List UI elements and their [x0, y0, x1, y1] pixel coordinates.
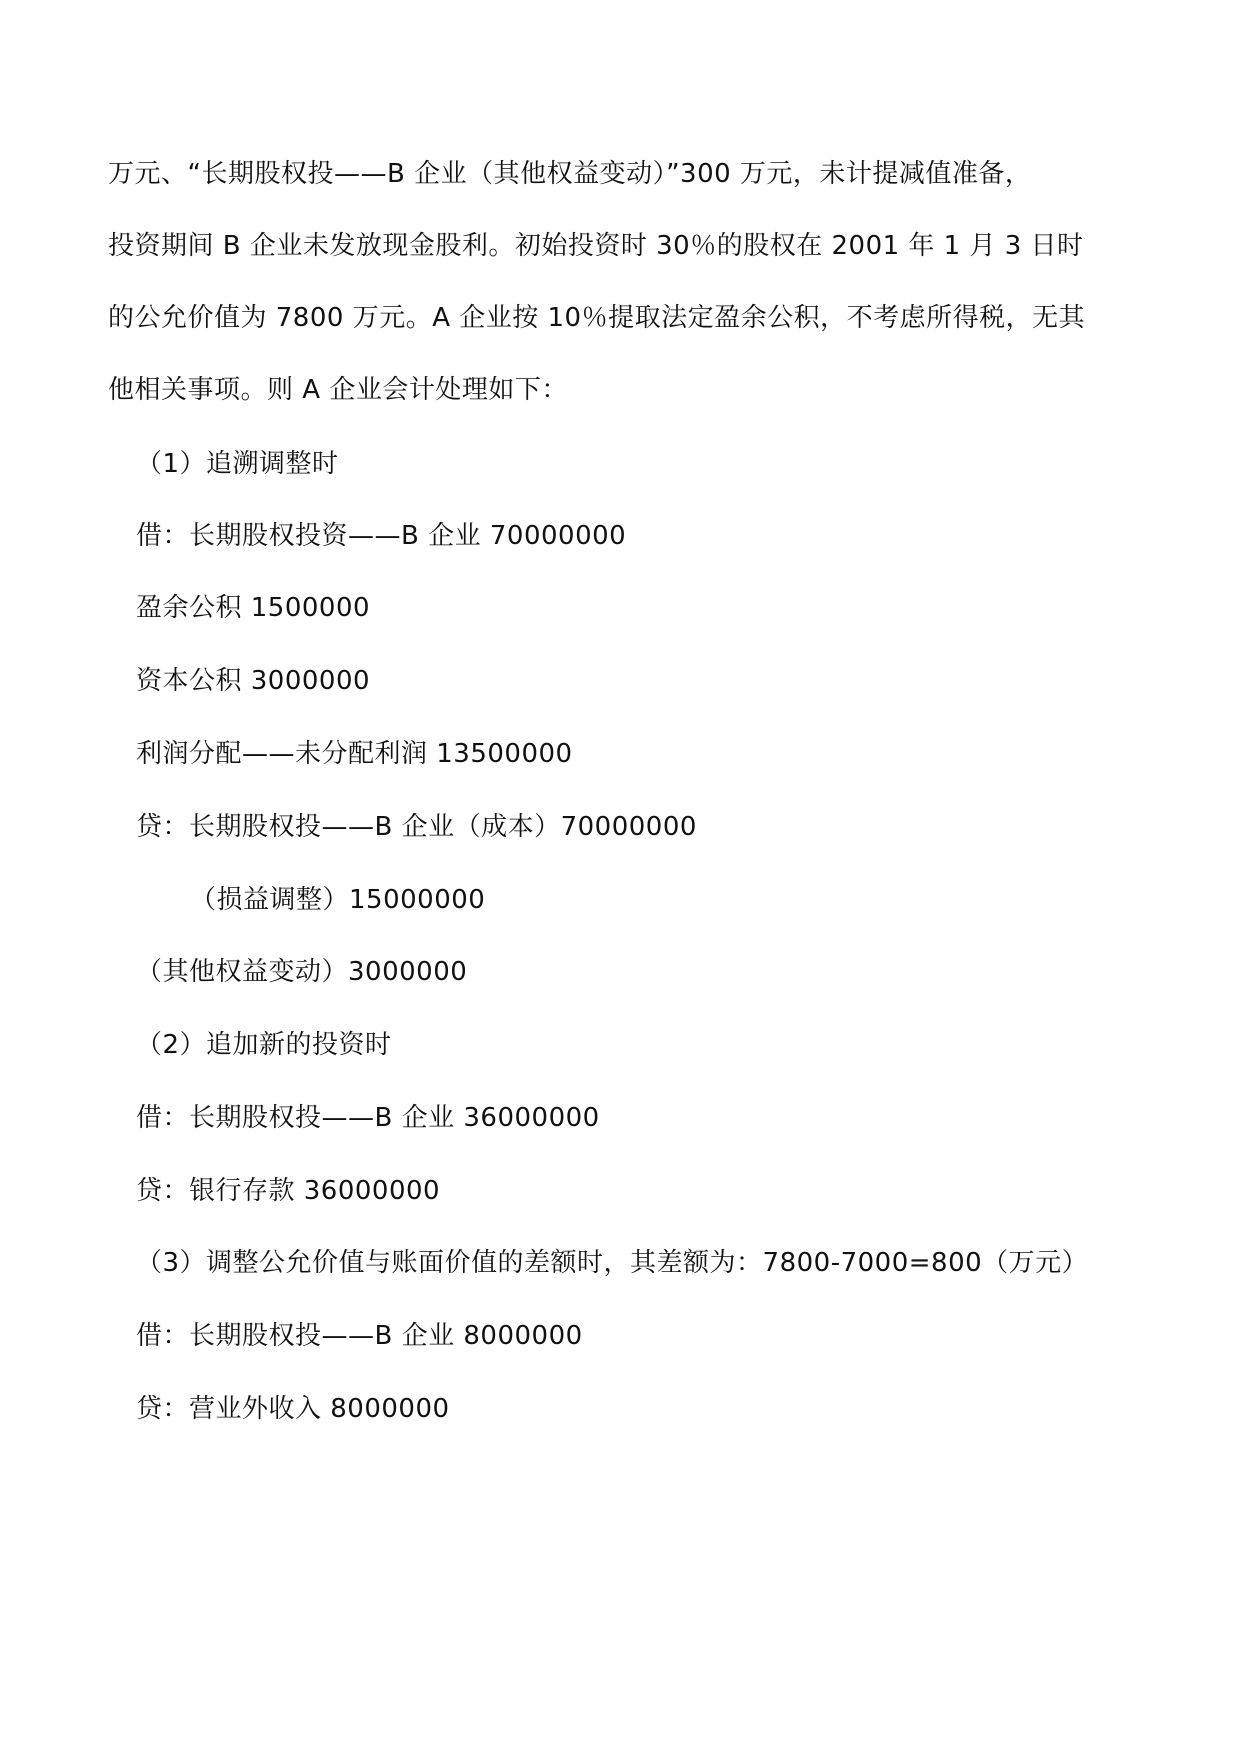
paragraph-line-3: 的公允价值为 7800 万元。A 企业按 10％提取法定盈余公积，不考虑所得税，无其: [108, 303, 1086, 333]
journal-entry-line: 盈余公积 1500000: [136, 593, 371, 623]
journal-entry-debit: 借：长期股权投——B 企业 8000000: [136, 1321, 583, 1351]
journal-entry-credit: 贷：银行存款 36000000: [136, 1176, 441, 1206]
journal-entry-credit: 贷：长期股权投——B 企业（成本）70000000: [136, 812, 697, 842]
paragraph-line-4: 他相关事项。则 A 企业会计处理如下：: [108, 375, 568, 405]
paragraph-line-2: 投资期间 B 企业未发放现金股利。初始投资时 30％的股权在 2001 年 1 月 3 日时: [108, 231, 1084, 261]
section-heading-3: （3）调整公允价值与账面价值的差额时，其差额为：7800-7000=800（万元）: [136, 1248, 1089, 1278]
journal-entry-line: （损益调整）15000000: [190, 885, 486, 915]
journal-entry-debit: 借：长期股权投——B 企业 36000000: [136, 1103, 600, 1133]
journal-entry-credit: 贷：营业外收入 8000000: [136, 1394, 450, 1424]
paragraph-line-1: 万元、“长期股权投——B 企业（其他权益变动）”300 万元，未计提减值准备，: [108, 159, 1032, 189]
section-heading-1: （1）追溯调整时: [136, 449, 339, 479]
journal-entry-debit: 借：长期股权投资——B 企业 70000000: [136, 521, 627, 551]
journal-entry-line: （其他权益变动）3000000: [136, 957, 468, 987]
journal-entry-line: 资本公积 3000000: [136, 666, 371, 696]
section-heading-2: （2）追加新的投资时: [136, 1030, 392, 1060]
journal-entry-line: 利润分配——未分配利润 13500000: [136, 739, 573, 769]
